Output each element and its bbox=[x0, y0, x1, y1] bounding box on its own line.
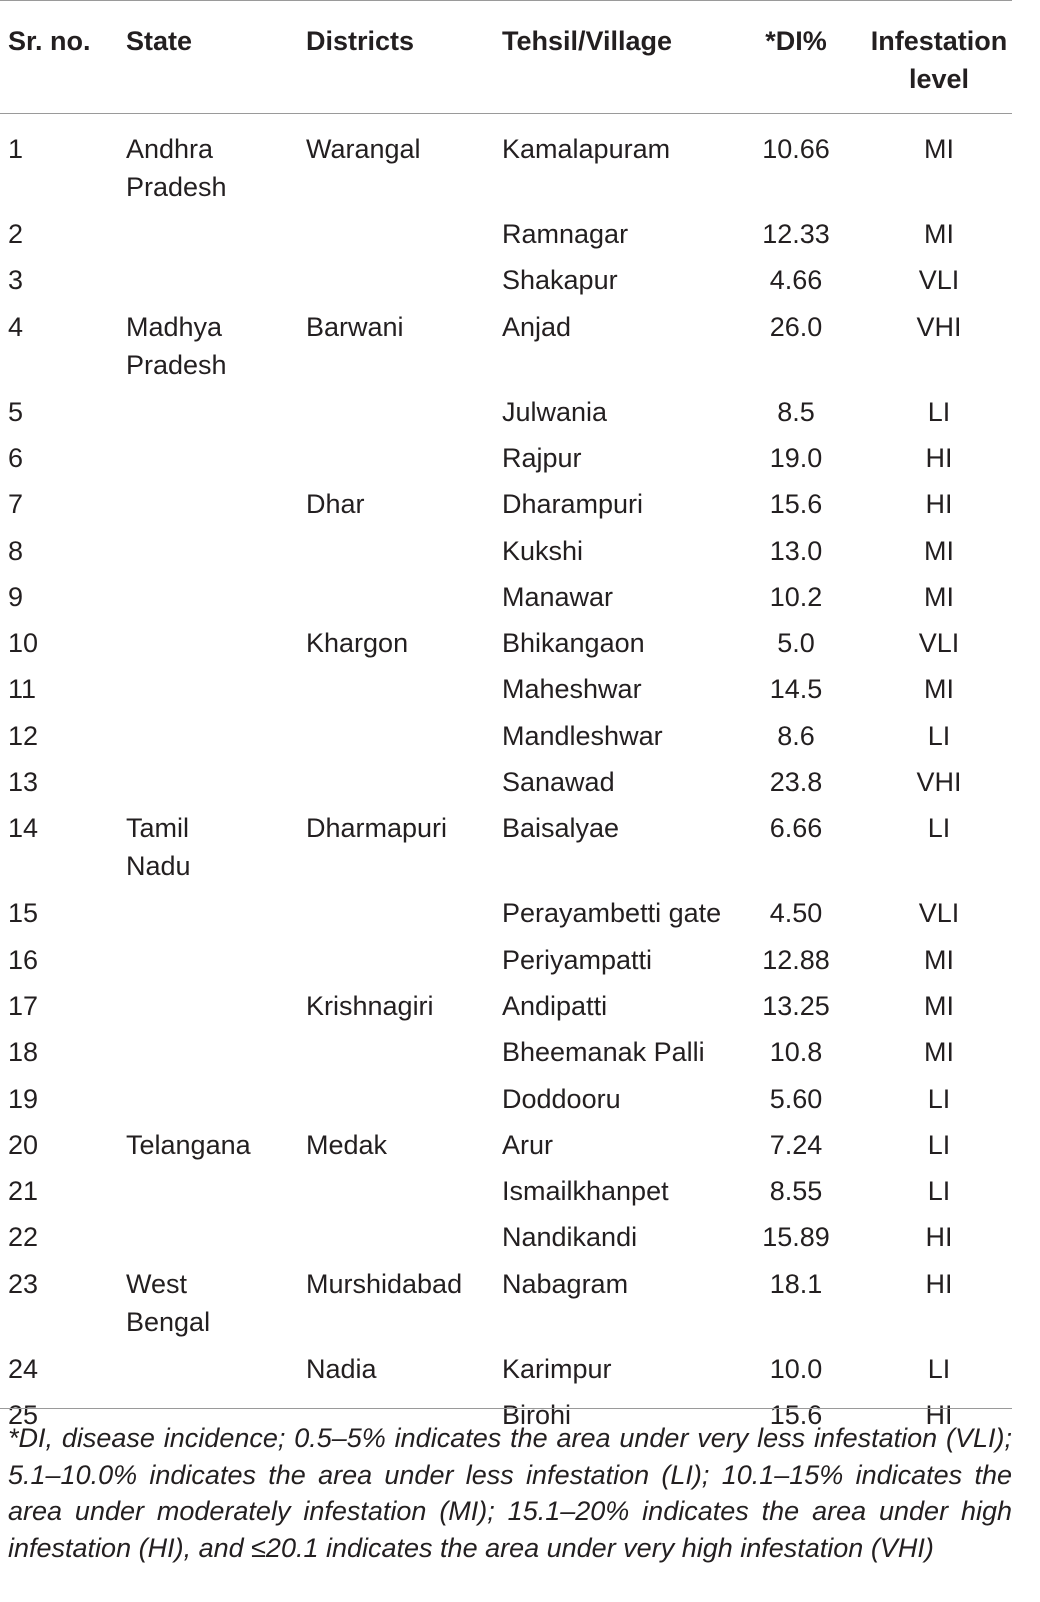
cell-di-percent: 6.66 bbox=[769, 813, 823, 844]
cell-village: Perayambetti gate bbox=[502, 898, 722, 929]
cell-di-percent: 15.6 bbox=[769, 489, 823, 520]
cell-district: Dhar bbox=[306, 489, 365, 520]
cell-infestation-level: MI bbox=[924, 944, 954, 975]
cell-village: Ramnagar bbox=[502, 219, 629, 249]
cell-infestation-level: LI bbox=[927, 813, 951, 844]
cell-district: Murshidabad bbox=[306, 1268, 463, 1299]
cell-district: Nadia bbox=[306, 1353, 377, 1384]
header-rule bbox=[0, 113, 1012, 114]
cell-di-percent: 4.66 bbox=[769, 265, 823, 296]
cell-di-percent: 13.0 bbox=[769, 535, 823, 566]
cell-di-percent: 8.6 bbox=[777, 720, 815, 751]
cell-di-percent: 13.25 bbox=[762, 990, 830, 1021]
cell-infestation-level: LI bbox=[927, 720, 951, 751]
cell-village: Nandikandi bbox=[502, 1222, 638, 1253]
cell-infestation-level: HI bbox=[925, 442, 953, 473]
cell-village: Kamalapuram bbox=[502, 134, 671, 164]
cell-village: Manawar bbox=[502, 581, 614, 612]
cell-sr-no: 5 bbox=[8, 396, 24, 427]
cell-district: Barwani bbox=[306, 311, 404, 342]
cell-infestation-level: MI bbox=[924, 219, 954, 249]
header-sr-no: Sr. no. bbox=[8, 26, 91, 56]
cell-district: Khargon bbox=[306, 628, 409, 659]
cell-village: Kukshi bbox=[502, 535, 584, 566]
cell-sr-no: 13 bbox=[8, 767, 39, 797]
cell-di-percent: 5.60 bbox=[769, 1083, 823, 1114]
cell-infestation-level: VHI bbox=[916, 311, 962, 342]
cell-sr-no: 21 bbox=[8, 1176, 39, 1207]
cell-infestation-level: LI bbox=[927, 396, 951, 427]
cell-district: Warangal bbox=[306, 134, 421, 164]
cell-di-percent: 8.55 bbox=[769, 1176, 823, 1207]
cell-infestation-level: VLI bbox=[918, 265, 960, 296]
cell-sr-no: 1 bbox=[8, 134, 24, 164]
header-districts: Districts bbox=[306, 26, 415, 56]
cell-village: Rajpur bbox=[502, 442, 582, 473]
cell-di-percent: 7.24 bbox=[769, 1129, 823, 1160]
cell-infestation-level: VHI bbox=[916, 767, 962, 797]
cell-village: Maheshwar bbox=[502, 674, 642, 705]
cell-village: Baisalyae bbox=[502, 813, 620, 844]
cell-village: Bheemanak Palli bbox=[502, 1037, 705, 1068]
cell-infestation-level: HI bbox=[925, 1400, 953, 1430]
cell-village: Arur bbox=[502, 1129, 554, 1160]
cell-di-percent: 18.1 bbox=[769, 1268, 823, 1299]
cell-sr-no: 25 bbox=[8, 1400, 39, 1430]
cell-sr-no: 8 bbox=[8, 535, 24, 566]
cell-infestation-level: LI bbox=[927, 1129, 951, 1160]
cell-sr-no: 2 bbox=[8, 219, 24, 249]
cell-infestation-level: MI bbox=[924, 1037, 954, 1068]
cell-sr-no: 14 bbox=[8, 813, 39, 844]
cell-village: Bhikangaon bbox=[502, 628, 645, 659]
cell-village: Nabagram bbox=[502, 1268, 629, 1299]
cell-infestation-level: VLI bbox=[918, 628, 960, 659]
cell-sr-no: 19 bbox=[8, 1083, 39, 1114]
cell-sr-no: 4 bbox=[8, 311, 24, 342]
cell-di-percent: 10.8 bbox=[769, 1037, 823, 1068]
cell-di-percent: 19.0 bbox=[769, 442, 823, 473]
cell-sr-no: 11 bbox=[8, 674, 37, 705]
cell-di-percent: 12.88 bbox=[762, 944, 830, 975]
cell-state: West Bengal bbox=[126, 1268, 211, 1337]
cell-village: Karimpur bbox=[502, 1353, 612, 1384]
header-di-percent: *DI% bbox=[765, 26, 827, 56]
cell-village: Birohi bbox=[502, 1400, 572, 1430]
cell-sr-no: 15 bbox=[8, 898, 39, 929]
cell-di-percent: 15.6 bbox=[769, 1400, 823, 1430]
cell-state: Andhra Pradesh bbox=[126, 134, 227, 202]
cell-infestation-level: LI bbox=[927, 1176, 951, 1207]
cell-infestation-level: HI bbox=[925, 1222, 953, 1253]
cell-sr-no: 7 bbox=[8, 489, 24, 520]
cell-sr-no: 22 bbox=[8, 1222, 39, 1253]
cell-state: Madhya Pradesh bbox=[126, 311, 227, 380]
cell-infestation-level: LI bbox=[927, 1083, 951, 1114]
cell-village: Doddooru bbox=[502, 1083, 621, 1114]
cell-infestation-level: MI bbox=[924, 581, 954, 612]
cell-state: Tamil Nadu bbox=[126, 813, 191, 882]
cell-infestation-level: HI bbox=[925, 1268, 953, 1299]
cell-sr-no: 17 bbox=[8, 990, 39, 1021]
cell-di-percent: 10.66 bbox=[762, 134, 830, 164]
cell-di-percent: 4.50 bbox=[769, 898, 823, 929]
header-tehsil-village: Tehsil/Village bbox=[502, 26, 673, 56]
cell-di-percent: 5.0 bbox=[777, 628, 815, 659]
cell-infestation-level: MI bbox=[924, 990, 954, 1021]
cell-infestation-level: HI bbox=[925, 489, 953, 520]
cell-di-percent: 10.0 bbox=[769, 1353, 823, 1384]
cell-village: Mandleshwar bbox=[502, 720, 663, 751]
cell-village: Sanawad bbox=[502, 767, 615, 797]
cell-infestation-level: MI bbox=[924, 134, 954, 164]
cell-di-percent: 26.0 bbox=[769, 311, 823, 342]
cell-sr-no: 12 bbox=[8, 720, 39, 751]
cell-di-percent: 15.89 bbox=[762, 1222, 830, 1253]
cell-sr-no: 3 bbox=[8, 265, 24, 296]
cell-sr-no: 9 bbox=[8, 581, 24, 612]
cell-di-percent: 8.5 bbox=[777, 396, 815, 427]
cell-village: Anjad bbox=[502, 311, 572, 342]
cell-state: Telangana bbox=[126, 1129, 251, 1160]
header-state: State bbox=[126, 26, 193, 56]
cell-village: Periyampatti bbox=[502, 944, 653, 975]
cell-di-percent: 10.2 bbox=[769, 581, 823, 612]
cell-village: Shakapur bbox=[502, 265, 618, 296]
header-infestation-level: Infestation level bbox=[870, 26, 1008, 94]
cell-village: Dharampuri bbox=[502, 489, 644, 520]
cell-sr-no: 10 bbox=[8, 628, 39, 659]
cell-di-percent: 12.33 bbox=[762, 219, 830, 249]
cell-district: Dharmapuri bbox=[306, 813, 448, 844]
table-footnote: *DI, disease incidence; 0.5–5% indicates the area under very less infestation (VLI); 5.1–10.0% indicates the area under less infestation (LI); 10.1–15% indicates the area under moderately infestation (MI); 15.1–20% indicates the area under high infestation (HI), and ≤20.1 indicates the area under very high infestation (VHI) bbox=[8, 1423, 1012, 1563]
top-rule bbox=[0, 0, 1012, 1]
cell-sr-no: 16 bbox=[8, 944, 39, 975]
cell-sr-no: 20 bbox=[8, 1129, 39, 1160]
cell-di-percent: 23.8 bbox=[769, 767, 823, 797]
cell-infestation-level: MI bbox=[924, 674, 954, 705]
cell-village: Ismailkhanpet bbox=[502, 1176, 669, 1207]
cell-village: Andipatti bbox=[502, 990, 608, 1021]
cell-sr-no: 6 bbox=[8, 442, 24, 473]
cell-infestation-level: LI bbox=[927, 1353, 951, 1384]
cell-sr-no: 24 bbox=[8, 1353, 39, 1384]
cell-sr-no: 18 bbox=[8, 1037, 39, 1068]
cell-sr-no: 23 bbox=[8, 1268, 39, 1299]
cell-district: Krishnagiri bbox=[306, 990, 434, 1021]
cell-infestation-level: VLI bbox=[918, 898, 960, 929]
cell-infestation-level: MI bbox=[924, 535, 954, 566]
cell-di-percent: 14.5 bbox=[769, 674, 823, 705]
cell-village: Julwania bbox=[502, 396, 608, 427]
bottom-rule bbox=[0, 1408, 1012, 1409]
cell-district: Medak bbox=[306, 1129, 388, 1160]
